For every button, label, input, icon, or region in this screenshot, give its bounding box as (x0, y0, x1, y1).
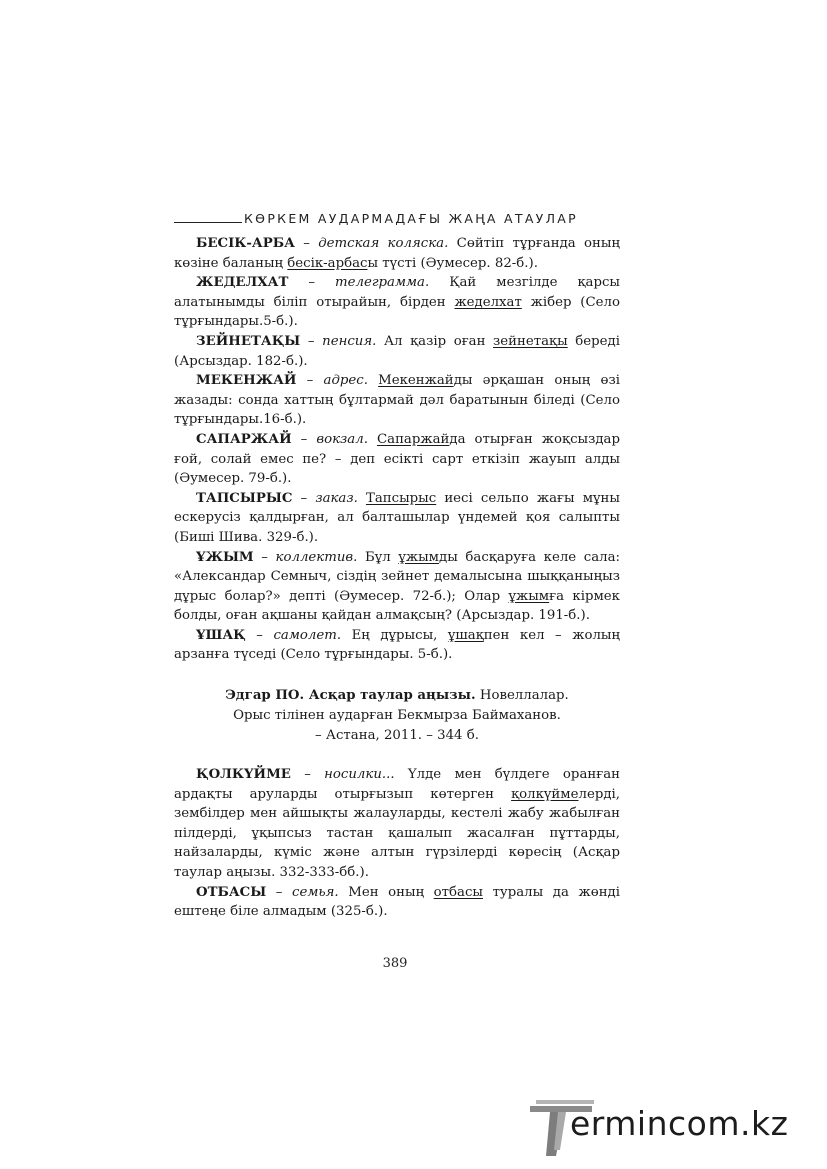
entry-term: МЕКЕНЖАЙ (196, 373, 297, 389)
entry-russian: детская коляска. (318, 236, 449, 251)
entry-russian: пенсия. (322, 333, 377, 349)
entry-text: пен кел – жолың арзанға түседі (Село тұрғындары. 5-б.). (174, 627, 621, 663)
entry-term-usage: ұжым (398, 549, 440, 565)
entry-text: ға кірмек болды, оған ақшаны қайдан алмақсың? (Арсыздар. 191-б.). (174, 588, 620, 624)
entry-dash: – (296, 373, 324, 389)
entry-term-usage: Тапсырыс (365, 490, 437, 506)
entry-russian: коллектив. (275, 549, 358, 565)
entry-text: Ең дұрысы, (341, 627, 448, 643)
entry-term: САПАРЖАЙ (196, 431, 292, 447)
entry-text: жібер (Село тұрғындары.5-б.). (174, 294, 620, 330)
header-rule (174, 222, 242, 223)
entry-dash: – (294, 236, 319, 251)
entry-dash: – (290, 767, 325, 783)
running-header (174, 211, 620, 226)
page-content (174, 234, 620, 922)
entries-group-2 (174, 765, 620, 922)
entries-group-1 (174, 234, 620, 665)
entry-term: ҰШАҚ (196, 627, 246, 643)
source-citation (174, 686, 620, 746)
dictionary-entry (174, 371, 620, 430)
entry-text: Бұл (357, 549, 399, 565)
source-line-1 (174, 686, 620, 706)
entry-term-usage: бесік-арбас (287, 255, 368, 271)
entry-term: ТАПСЫРЫС (196, 490, 293, 506)
termincom-logo[interactable] (530, 1098, 820, 1160)
dictionary-entry (174, 234, 620, 273)
entry-text (368, 373, 378, 388)
entry-dash: – (300, 333, 323, 349)
entry-term: ЗЕЙНЕТАҚЫ (196, 333, 301, 349)
dictionary-entry (174, 489, 620, 548)
entry-dash: – (245, 627, 274, 643)
entry-term: ҚОЛКҮЙМЕ (196, 767, 291, 783)
page-number: 389 (382, 956, 408, 971)
source-line-3: – Астана, 2011. – 344 б. (315, 728, 479, 744)
entry-text: Сөйтіп тұрғанда оның көзіне баланың (174, 236, 620, 271)
entry-text (358, 491, 366, 506)
entry-term-usage: жеделхат (454, 294, 522, 310)
entry-dash: – (292, 490, 316, 506)
entry-term-usage: ұшақ (447, 627, 484, 643)
entry-text: ды басқаруға келе сала: «Александар Семныч, сіздің зейнет демалысына шыққаныңыз дұрыс болар?» депті (Әумесер. 72-б.); Олар (174, 549, 620, 604)
entry-russian: вокзал. (316, 431, 368, 447)
entry-dash: – (253, 549, 276, 565)
entry-russian: заказ. (315, 490, 358, 506)
entry-term-usage: Сапаржай (376, 431, 450, 447)
entry-text: Мен оның (338, 884, 434, 900)
source-author-title: Эдгар ПО. Асқар таулар аңызы. (225, 688, 476, 704)
dictionary-entry (174, 765, 620, 883)
running-title: КӨРКЕМ АУДАРМАДАҒЫ ЖАҢА АТАУЛАР (244, 211, 578, 226)
entry-term: ҰЖЫМ (196, 549, 254, 565)
entry-term-usage: отбасы (433, 884, 483, 900)
entry-text: ды әрқашан оның өзі жазады: сонда хаттың бұлтармай дәл баратынын біледі (Село тұрғындары.16-б.). (174, 373, 620, 428)
entry-term: ОТБАСЫ (196, 884, 267, 900)
dictionary-entry (174, 273, 620, 332)
entry-text (368, 432, 377, 447)
entry-term-usage: ұжым (508, 588, 550, 604)
source-genre: Новеллалар. (475, 688, 569, 704)
entry-text: иесі сельпо жағы мұны ескерусіз қалдырған, ал балташылар үндемей қоя салыпты (Биші Шива. 329-б.). (174, 490, 620, 545)
entry-russian: адрес. (323, 373, 368, 389)
entry-dash: – (291, 431, 317, 447)
dictionary-entry (174, 548, 620, 626)
entry-term: ЖЕДЕЛХАТ (196, 275, 289, 291)
entry-text: Үлде мен бүлдеге оранған ардақты аруларды отырғызып көтерген (174, 767, 620, 802)
entry-dash: – (288, 275, 335, 291)
source-line-2: Орыс тілінен аударған Бекмырза Баймаханов. (233, 708, 561, 724)
entry-russian: семья. (292, 884, 339, 900)
entry-text: Қай мезгілде қарсы алатынымды біліп отырайын, бірден (174, 275, 620, 310)
entry-russian: телеграмма. (335, 275, 430, 291)
entry-text: да отырған жоқсыздар ғой, солай емес пе? – деп есікті сарт еткізіп жауып алды (Әумесер. 79-б.). (174, 431, 620, 487)
entry-text: Ал қазір оған (376, 333, 494, 349)
entry-text: лерді, зембілдер мен айшықты жалауларды, кестелі жабу жабылған пілдерді, ұқыпсыз тастан қашалып жасалған пұттарды, найзаларды, күміс және алтын гүрзілерді көресің (Асқар таулар аңызы. 332-333-бб.). (174, 786, 620, 881)
dictionary-entry (174, 332, 620, 371)
logo-text: ermincom.kz (570, 1104, 789, 1143)
entry-term-usage: қолкүйме (511, 786, 579, 802)
entry-term: БЕСІК-АРБА (196, 236, 295, 251)
entry-text: ы түсті (Әумесер. 82-б.). (367, 255, 538, 271)
entry-dash: – (266, 884, 293, 900)
entry-term-usage: Мекенжай (378, 373, 454, 389)
entry-term-usage: зейнетақы (493, 333, 568, 349)
entry-text: туралы да жөнді ештеңе біле алмадым (325-б.). (174, 884, 620, 920)
dictionary-entry (174, 430, 620, 489)
dictionary-entry (174, 883, 620, 922)
entry-russian: самолет. (273, 627, 342, 643)
entry-russian: носилки... (324, 767, 395, 783)
dictionary-entry (174, 626, 620, 665)
entry-text: береді (Арсыздар. 182-б.). (174, 333, 620, 369)
